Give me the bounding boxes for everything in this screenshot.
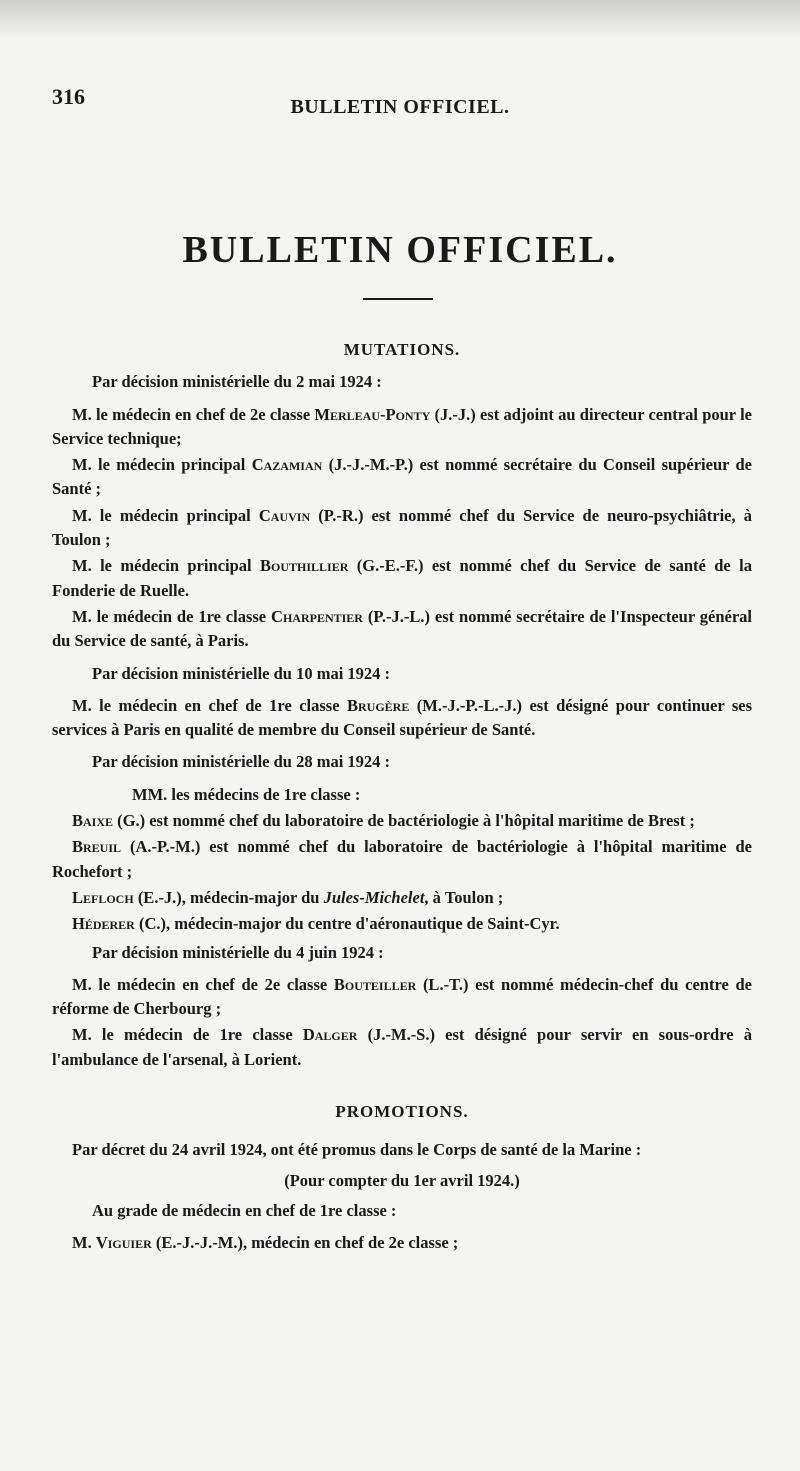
person-name: Baixe xyxy=(72,811,114,831)
person-name: Breuil xyxy=(72,837,122,857)
title-rule xyxy=(363,298,433,300)
section-heading-promotions: PROMOTIONS. xyxy=(335,1102,469,1122)
decision-intro: Par décision ministérielle du 4 juin 1924 : xyxy=(92,942,384,962)
decision-intro: Par décision ministérielle du 2 mai 1924 : xyxy=(92,372,382,392)
person-name: Dalger xyxy=(302,1025,358,1045)
paragraph: M. le médecin en chef de 2e classe Merleau-Ponty (J.-J.) est adjoint au directeur central pour le Service technique; xyxy=(52,404,752,448)
paragraph: M. le médecin de 1re classe Dalger (J.-M.-S.) est désigné pour servir en sous-ordre à l'ambulance de l'arsenal, à Lorient. xyxy=(52,1025,752,1069)
list-item: Héderer (C.), médecin-major du centre d'aéronautique de Saint-Cyr. xyxy=(72,914,560,934)
paragraph: M. le médecin principal Cauvin (P.-R.) est nommé chef du Service de neuro-psychiâtrie, à Toulon ; xyxy=(52,505,752,550)
person-name: Charpentier xyxy=(271,606,363,626)
running-header xyxy=(0,96,800,119)
paragraph: Par décret du 24 avril 1924, ont été promus dans le Corps de santé de la Marine : xyxy=(72,1140,642,1160)
subheading: MM. les médecins de 1re classe : xyxy=(132,784,361,804)
list-item: Lefloch (E.-J.), médecin-major du Jules-Michelet, à Toulon ; xyxy=(72,887,504,907)
person-name: Viguier xyxy=(95,1233,152,1253)
person-name: Bouthillier xyxy=(260,556,349,576)
running-title: BULLETIN OFFICIEL. xyxy=(290,96,510,118)
list-item: Breuil (A.-P.-M.) est nommé chef du laboratoire de bactériologie à l'hôpital maritime de Rochefort ; xyxy=(52,837,752,881)
grade-heading: Au grade de médecin en chef de 1re classe : xyxy=(92,1200,397,1220)
decision-intro: Par décision ministérielle du 28 mai 1924 : xyxy=(92,752,391,772)
document-body xyxy=(52,338,752,1258)
paragraph: M. le médecin principal Bouthillier (G.-E.-F.) est nommé chef du Service de santé de la Fonderie de Ruelle. xyxy=(52,556,752,600)
paragraph: M. le médecin principal Cazamian (J.-J.-M.-P.) est nommé secrétaire du Conseil supérieur de Santé ; xyxy=(52,455,752,499)
paragraph: M. le médecin de 1re classe Charpentier (P.-J.-L.) est nommé secrétaire de l'Inspecteur général du Service de santé, à Paris. xyxy=(52,606,753,651)
person-name: Brugère xyxy=(346,695,410,715)
decision-intro: Par décision ministérielle du 10 mai 1924 : xyxy=(92,663,391,683)
person-name: Merleau-Ponty xyxy=(314,404,431,424)
scan-top-edge xyxy=(0,0,800,40)
person-name: Bouteiller xyxy=(333,974,417,994)
ship-name: Jules-Michelet xyxy=(323,887,425,907)
section-heading-mutations: MUTATIONS. xyxy=(343,340,461,359)
effective-date-note: (Pour compter du 1er avril 1924.) xyxy=(284,1170,520,1190)
paragraph: M. le médecin en chef de 2e classe Bouteiller (L.-T.) est nommé médecin-chef du centre de réforme de Cherbourg ; xyxy=(52,974,752,1019)
person-name: Cazamian xyxy=(251,455,323,475)
paragraph: M. Viguier (E.-J.-J.-M.), médecin en chef de 2e classe ; xyxy=(72,1233,459,1253)
page-number: 316 xyxy=(52,84,85,109)
list-item: Baixe (G.) est nommé chef du laboratoire de bactériologie à l'hôpital maritime de Brest ; xyxy=(72,811,695,831)
paragraph: M. le médecin en chef de 1re classe Brugère (M.-J.-P.-L.-J.) est désigné pour continuer ses services à Paris en qualité de membre du Conseil supérieur de Santé. xyxy=(52,695,753,740)
person-name: Héderer xyxy=(72,914,135,934)
person-name: Cauvin xyxy=(258,505,311,525)
page-title: BULLETIN OFFICIEL. xyxy=(182,229,618,271)
person-name: Lefloch xyxy=(72,887,134,907)
